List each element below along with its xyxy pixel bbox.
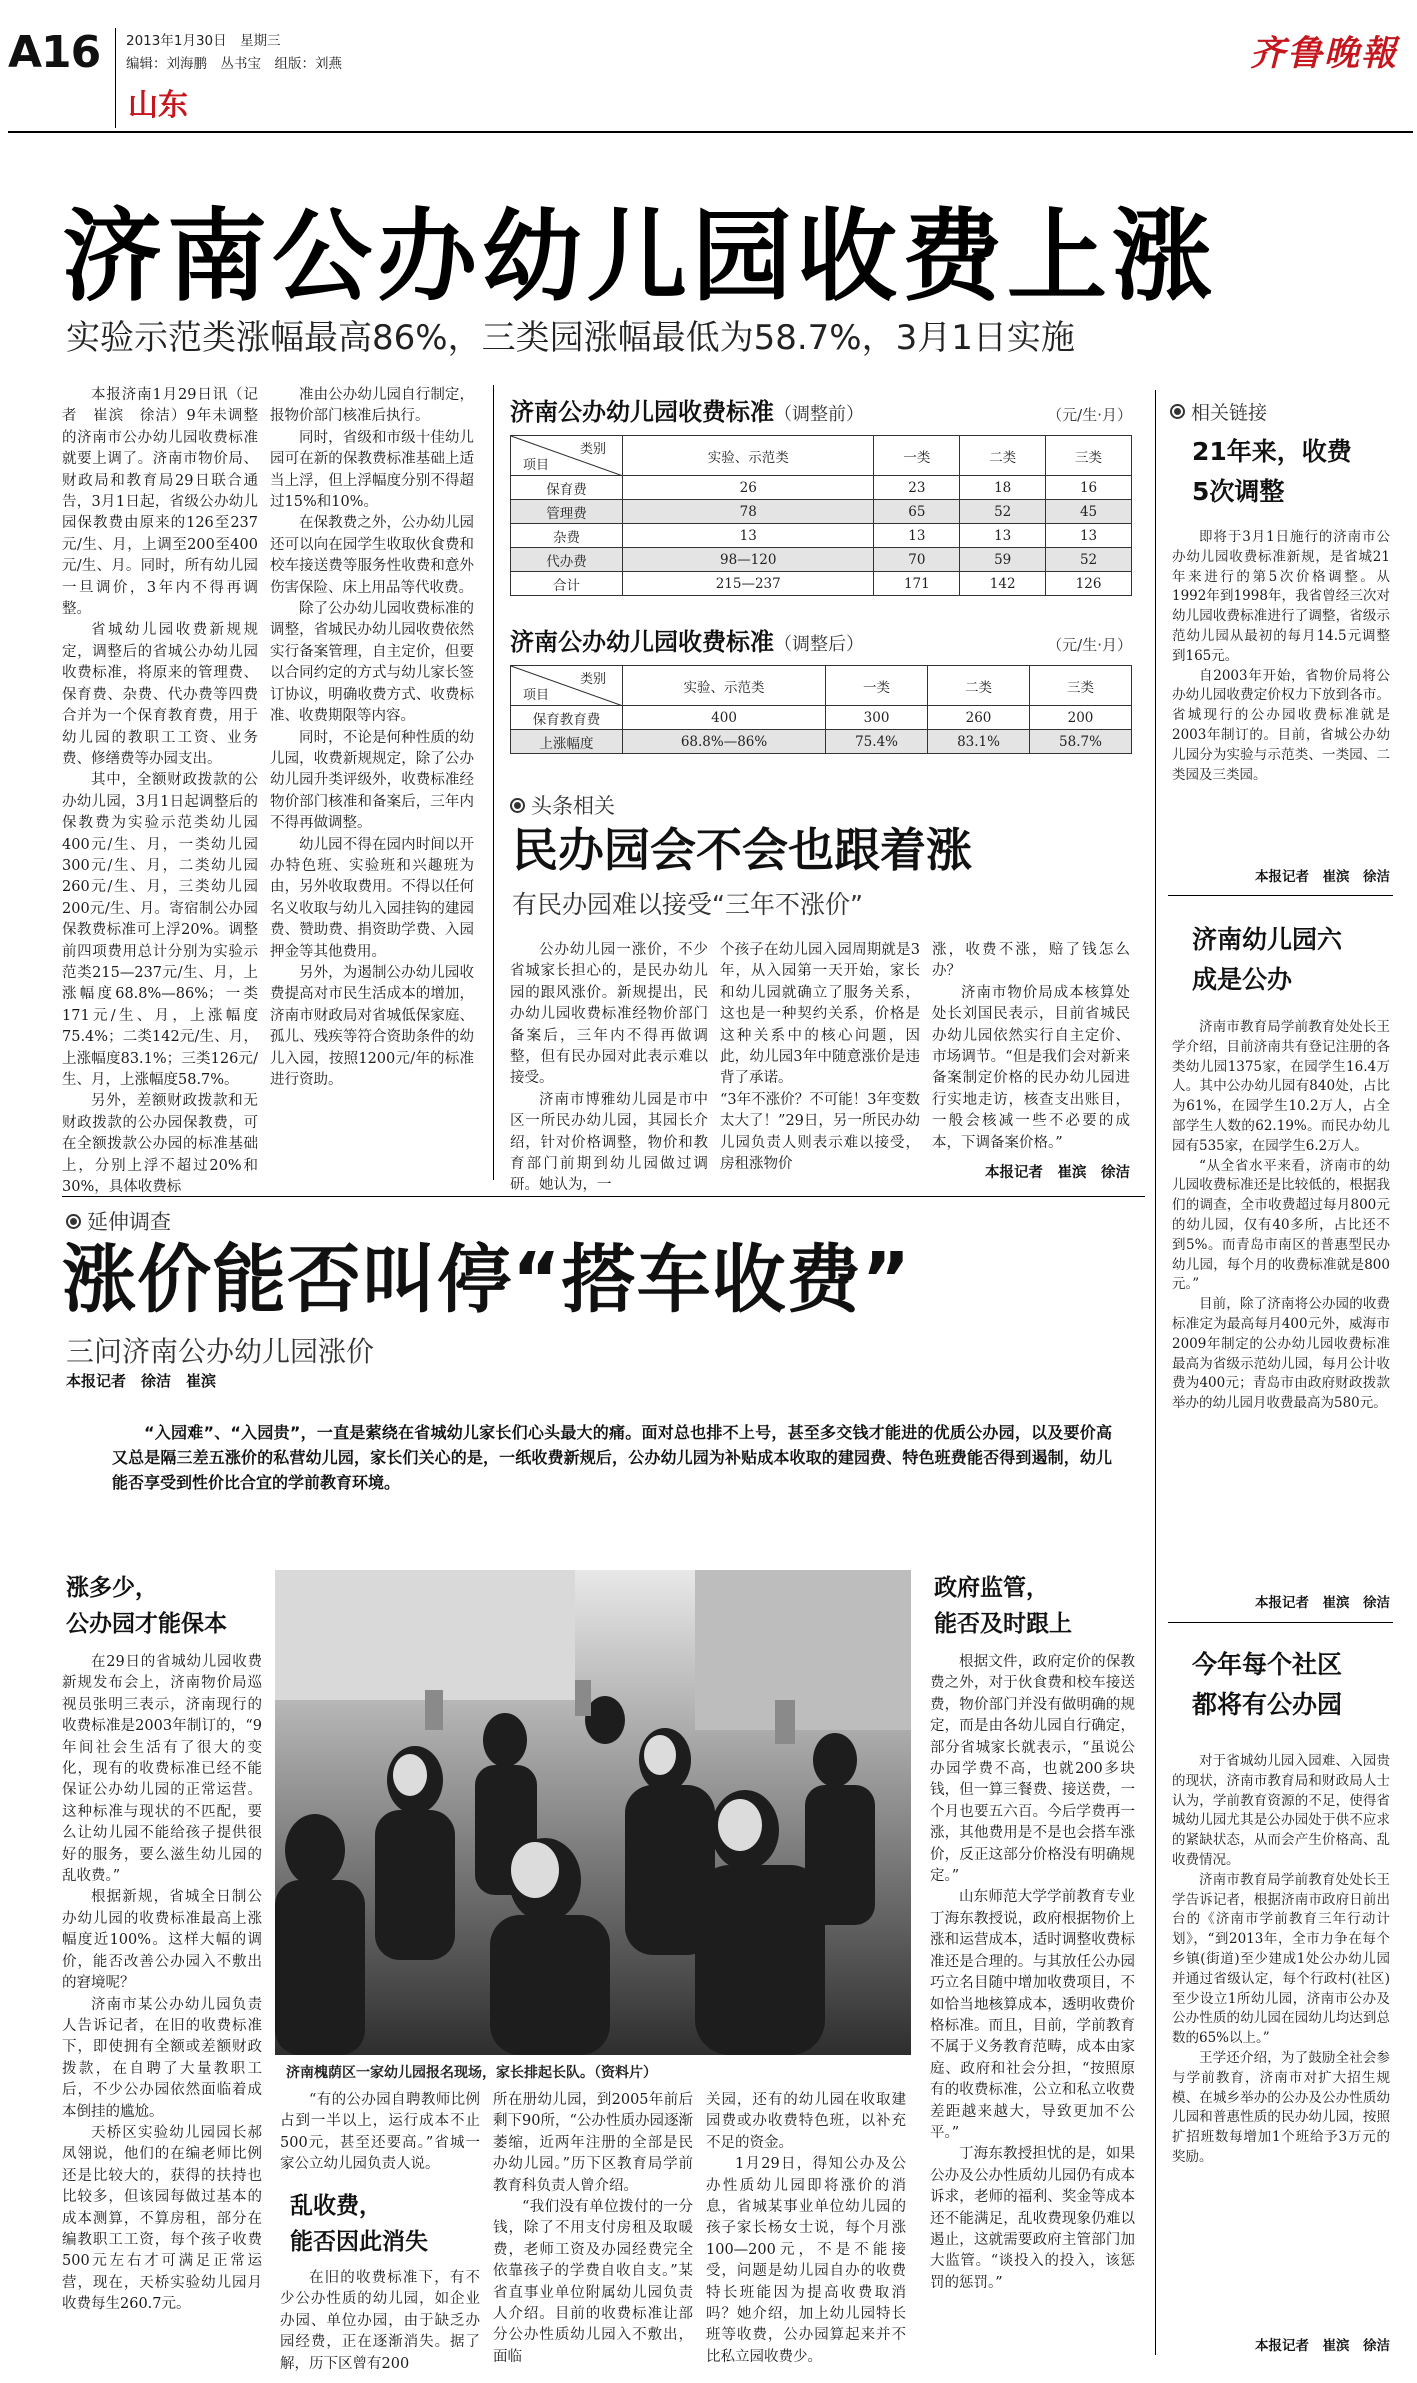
- corner-top: 类别: [579, 672, 606, 687]
- table-row: [511, 548, 1132, 572]
- table-row: [511, 730, 1132, 754]
- sidebar-para: 自2003年开始，省物价局将公办幼儿园收费定价权力下放到各市。省城现行的公办园收费标准就是2003年制订的。目前，省城公办幼儿园分为实验与示范类、一类园、二类园及三类园。: [1172, 667, 1390, 783]
- cell: 13: [623, 524, 874, 548]
- q1-title-line: 公办园才能保本: [66, 1611, 227, 1637]
- q1-para: 在29日的省城幼儿园收费新规发布会上，济南物价局巡视员张明三表示，济南现行的收费标准是2003年制订的，“9年间社会生活有了很大的变化，现有的收费标准已经不能保证公办幼儿园的正常运营。这种标准与现状的不匹配，要么让幼儿园不能给孩子提供很好的服务，要么滋生幼儿园的乱收费。”: [62, 1654, 262, 1885]
- lead-para: 同时，不论是何种性质的幼儿园，收费新规规定，除了公办幼儿园升类评级外，收费标准经物价部门核准和备案后，三年内不得再做调整。: [270, 729, 474, 832]
- q1-para: 天桥区实验幼儿园园长郝凤翎说，他们的在编老师比例还是比较大的，获得的扶持也比较多，但该园每做过基本的成本测算，不算房租，部分在编教职工工资，每个孩子收费500元左右才可满足正常运营，现在，天桥实验幼儿园月收费每生260.7元。: [62, 2124, 262, 2313]
- cell: 126: [1046, 572, 1132, 596]
- extended-lead: “入园难”、“入园贵”，一直是萦绕在省城幼儿家长们心头最大的痛。面对总也排不上号，甚至多交钱才能进的优质公办园，以及要价高又总是隔三差五涨价的私营幼儿园，家长们关心的是，一纸收费新规后，公办幼儿园为补贴成本收取的建园费、特色班费能否得到遏制，幼儿能否享受到性价比合宜的学前教育环境。: [112, 1423, 1112, 1492]
- table-note: （调整前）: [774, 404, 864, 425]
- lead-para: 省城幼儿园收费新规规定，调整后的省城公办幼儿园收费标准，将原来的管理费、保育费、杂费、代办费等四费合并为一个保育教育费，用于幼儿园的教职工工资、业务费、修缮费等办园支出。: [62, 622, 258, 767]
- photo-para: “有的公办园自聘教师比例占到一半以上，运行成本不止500元，甚至还要高。”省城一家公立幼儿园负责人说。: [280, 2092, 480, 2173]
- photo-col-3: [706, 2090, 906, 2365]
- sidebar-rule: [1168, 1622, 1393, 1623]
- cell: 13: [1046, 524, 1132, 548]
- newspaper-logo: 齐鲁晚報: [1250, 33, 1399, 74]
- corner-bottom: 项目: [523, 458, 550, 473]
- cell: 45: [1046, 500, 1132, 524]
- lead-para: 其中，全额财政拨款的公办幼儿园，3月1日起调整后的保教费为实验示范类幼儿园400元/生、月，一类幼儿园300元/生、月，二类幼儿园260元/生、月，三类幼儿园200元/生、月。寄宿制公办园保教费标准可上浮20%。调整前四项费用总计分别为实验示范类215—237元/生、月，上涨幅度68.8%—86%；一类171元/生、月，上涨幅度75.4%；二类142元/生、月，上涨幅度83.1%；三类126元/生、月，上涨幅度58.7%。: [62, 772, 258, 1088]
- table-row: [511, 500, 1132, 524]
- crowd-photo-icon: [275, 1570, 911, 2055]
- sidebar-s1-body: [1172, 528, 1390, 863]
- tag-label: 头条相关: [531, 794, 615, 818]
- row-label: 保育费: [511, 476, 623, 500]
- photo-para: 关园，还有的幼儿园在收取建园费或办收费特色班，以补充不足的资金。: [706, 2092, 906, 2151]
- table-title: 济南公办幼儿园收费标准: [510, 398, 774, 426]
- issue-date: 2013年1月30日 星期三: [126, 33, 281, 49]
- table-row: [511, 572, 1132, 596]
- minban-para: 济南市博雅幼儿园是市中区一所民办幼儿园，其园长介绍，针对价格调整，物价和教育部门前期到幼儿园做过调研。她认为，一: [510, 1091, 708, 1194]
- photo-para: 所在册幼儿园，到2005年前后剩下90所，“公办性质办园逐渐萎缩，近两年注册的全部是民办幼儿园。”历下区教育局学前教育科负责人曾介绍。: [493, 2092, 693, 2194]
- sidebar-para: 即将于3月1日施行的济南市公办幼儿园收费标准新规，是省城21年来进行的第5次价格调整。从1992年到1998年，我省曾经三次对幼儿园收费标准进行了调整，省级示范幼儿园从最初的每月14.5元调整到165元。: [1172, 529, 1390, 664]
- sidebar-s1-byline: 本报记者 崔滨 徐洁: [1255, 869, 1390, 885]
- extended-byline: 本报记者 徐洁 崔滨: [66, 1372, 217, 1390]
- sidebar-para: 王学还介绍，为了鼓励全社会参与学前教育，济南市对扩大招生规模、在城乡举办的公办及公办性质幼儿园和普惠性质的民办幼儿园，按照扩招班数每增加1个班给予3万元的奖励。: [1172, 2049, 1390, 2165]
- q2-title: [290, 2188, 428, 2260]
- q3-para: 根据文件，政府定价的保教费之外，对于伙食费和校车接送费，物价部门并没有做明确的规定，而是由各幼儿园自行确定，部分省城家长就表示，“虽说公办园学费不高，也就200多块钱，但一算三餐费、接送费，一个月也要五六百。今后学费再一涨，其他费用是不是也会搭车涨价，反正这部分价格没有明确规定。”: [930, 1654, 1135, 1885]
- sidebar-para: 对于省城幼儿园入园难、入园贵的现状，济南市教育局和财政局人士认为，学前教育资源的不足，使得省城幼儿园尤其是公办园处于供不应求的紧缺状态，从而会产生价格高、乱收费情况。: [1172, 1753, 1390, 1868]
- sidebar-para: 济南市教育局学前教育处处长王学告诉记者，根据济南市政府日前出台的《济南市学前教育三年行动计划》，“到2013年，全市力争在每个乡镇(街道)至少建成1处公办幼儿园并通过省级认定，每个行政村(社区)至少设立1所幼儿园，济南市公办及公办性质的幼儿园在园幼儿均达到总数的65%以上。”: [1172, 1871, 1390, 2047]
- tag-label: 相关链接: [1191, 402, 1268, 424]
- row-label: 合计: [511, 572, 623, 596]
- minban-subtitle: 有民办园难以接受“三年不涨价”: [512, 890, 863, 919]
- cell: 78: [623, 500, 874, 524]
- cell: 65: [874, 500, 960, 524]
- q3-title: [934, 1570, 1072, 1642]
- sidebar-para: 济南市教育局学前教育处处长王学介绍，目前济南共有登记注册的各类幼儿园1375家，在园学生16.4万人。其中公办幼儿园有840处，占比为61%，在园学生10.2万人，占全部学生人数的62.19%。而民办幼儿园有535家，在园学生6.2万人。: [1172, 1019, 1390, 1154]
- cell: 171: [874, 572, 960, 596]
- row-label: 管理费: [511, 500, 623, 524]
- cell: 52: [1046, 548, 1132, 572]
- minban-para: 涨，收费不涨，赔了钱怎么办？: [932, 942, 1130, 980]
- q2-title-line: 乱收费，: [290, 2193, 382, 2219]
- minban-para: 公办幼儿园一涨价，不少省城家长担心的，是民办幼儿园的跟风涨价。新规提出，民办幼儿园收费标准经物价部门备案后，三年内不得再做调整，但有民办园对此表示难以接受。: [510, 942, 708, 1087]
- sidebar-s3-body: [1172, 1752, 1390, 2334]
- col-header: 二类: [960, 436, 1046, 476]
- table-row: [511, 524, 1132, 548]
- q1-title: [66, 1570, 227, 1642]
- lead-para: 另外，差额财政拨款和无财政拨款的公办园保教费，可在全额拨款公办园的标准基础上，分别上浮不超过20%和30%，具体收费标: [62, 1093, 258, 1196]
- corner-bottom: 项目: [523, 688, 550, 703]
- header-divider: [115, 28, 116, 128]
- col-header: 三类: [1046, 436, 1132, 476]
- table-title: 济南公办幼儿园收费标准: [510, 628, 774, 656]
- bullet-icon: [510, 798, 525, 813]
- links-tag: [1170, 398, 1267, 425]
- cell: 300: [826, 706, 928, 730]
- cell: 59: [960, 548, 1046, 572]
- cell: 68.8%—86%: [623, 730, 826, 754]
- cell: 400: [623, 706, 826, 730]
- q3-title-line: 政府监管，: [934, 1575, 1049, 1601]
- column-divider: [493, 385, 494, 1180]
- q1-para: 根据新规，省城全日制公办幼儿园的收费标准最高上涨幅度近100%。这样大幅的调价，能否改善公办园入不敷出的窘境呢？: [62, 1889, 262, 1992]
- lead-para: 在保教费之外，公办幼儿园还可以向在园学生收取伙食费和校车接送费等服务性收费和意外伤害保险、床上用品等代收费。: [270, 515, 474, 596]
- minban-col-3: [932, 940, 1130, 1165]
- col-header: 三类: [1030, 666, 1132, 706]
- photo-caption: 济南槐荫区一家幼儿园报名现场，家长排起长队。（资料片）: [286, 2065, 657, 2081]
- sidebar-s3-byline: 本报记者 崔滨 徐洁: [1255, 2338, 1390, 2354]
- table-unit: （元/生·月）: [1047, 636, 1132, 654]
- minban-para: 个孩子在幼儿园入园周期就是3年，从入园第一天开始，家长和幼儿园就确立了服务关系，这也是一种契约关系，价格是这种关系中的核心问题，因此，幼儿园3年中随意涨价是违背了承诺。: [720, 942, 920, 1087]
- q2-title-line: 能否因此消失: [290, 2229, 428, 2255]
- q3-para: 山东师范大学学前教育专业丁海东教授说，政府根据物价上涨和运营成本，适时调整收费标准还是合理的。与其放任公办园巧立名目随中增加收费项目，不如恰当地核算成本，透明收费价格标准。而且，目前，学前教育不属于义务教育范畴，成本由家庭、政府和社会分担，“按照原有的收费标准，公立和私立收费差距越来越大，导致更加不公平。”: [930, 1889, 1135, 2141]
- lead-col-1: [62, 385, 258, 1196]
- cell: 13: [960, 524, 1046, 548]
- photo-para: “我们没有单位拨付的一分钱，除了不用支付房租及取暖费，老师工资及办园经费完全依靠孩子的学费自收自支。”某省直事业单位附属幼儿园负责人介绍。目前的收费标准让部分公办性质幼儿园入不敷出，面临: [493, 2199, 693, 2365]
- sidebar-s2-body: [1172, 1018, 1390, 1573]
- cell: 13: [874, 524, 960, 548]
- lead-para: 同时，省级和市级十佳幼儿园可在新的保教费标准基础上适当上浮，但上浮幅度分别不得超过15%和10%。: [270, 429, 474, 511]
- sidebar-s2-byline: 本报记者 崔滨 徐洁: [1255, 1595, 1390, 1611]
- extended-tag: [66, 1206, 171, 1236]
- cell: 83.1%: [928, 730, 1030, 754]
- cell: 142: [960, 572, 1046, 596]
- tag-label: 延伸调查: [87, 1210, 171, 1234]
- q1-body: [62, 1652, 262, 2357]
- extended-title: 涨价能否叫停“搭车收费”: [62, 1237, 912, 1323]
- sidebar-divider: [1155, 390, 1156, 2355]
- extended-subtitle: 三问济南公办幼儿园涨价: [66, 1335, 375, 1368]
- table-row: [511, 706, 1132, 730]
- q2-para: 在旧的收费标准下，有不少公办性质的幼儿园，如企业办园、单位办园，由于缺乏办园经费，正在逐渐消失。据了解，历下区曾有200: [280, 2270, 480, 2372]
- q3-body: [930, 1652, 1135, 2357]
- photo-col-1: [280, 2090, 480, 2180]
- cell: 260: [928, 706, 1030, 730]
- cell: 52: [960, 500, 1046, 524]
- header-rule: [8, 131, 1413, 133]
- cell: 26: [623, 476, 874, 500]
- photo-para: 1月29日，得知公办及公办性质幼儿园即将涨价的消息，省城某事业单位幼儿园的孩子家长杨女士说，每个月涨100—200元，不是不能接受，问题是幼儿园自办的收费特长班能因为提高收费取消吗？她介绍，加上幼儿园特长班等收费，公办园算起来并不比私立园收费少。: [706, 2156, 906, 2365]
- lead-para: 除了公办幼儿园收费标准的调整，省城民办幼儿园收费依然实行备案管理，自主定价，但要以合同约定的方式与幼儿家长签订协议，明确收费方式、收费标准、收费期限等内容。: [270, 601, 474, 725]
- q1-para: 济南市某公办幼儿园负责人告诉记者，在旧的收费标准下，即使拥有全额或差额财政拨款，在自聘了大量教职工后，不少公办园依然面临着成本倒挂的尴尬。: [62, 1996, 262, 2120]
- minban-para: 济南市物价局成本核算处处长刘国民表示，目前省城民办幼儿园依然实行自主定价、市场调节。“但是我们会对新来备案制定价格的民办幼儿园进行实地走访，核查支出账目，一般会核减一些不必要的成本，下调备案价格。”: [932, 984, 1130, 1151]
- minban-tag: [510, 790, 615, 820]
- fee-table-after-grid: [510, 665, 1132, 754]
- cell: 70: [874, 548, 960, 572]
- fee-table-before: [510, 392, 1132, 596]
- page-number: A16: [8, 27, 101, 78]
- sidebar-para: “从全省水平来看，济南市的幼儿园收费标准还是比较低的，根据我们的调查，全市收费超过每月800元的幼儿园，仅有40多所，占比还不到5%。而青岛市南区的普惠型民办幼儿园，每个月的收费标准就是800元。”: [1172, 1157, 1390, 1293]
- minban-col-2: [720, 940, 920, 1185]
- sidebar-s3-title: 今年每个社区都将有公办园: [1192, 1650, 1343, 1719]
- col-header: 一类: [874, 436, 960, 476]
- headline: 济南公办幼儿园收费上涨: [62, 198, 1217, 315]
- col-header: 一类: [826, 666, 928, 706]
- cell: 200: [1030, 706, 1132, 730]
- headline-subtitle: 实验示范类涨幅最高86%，三类园涨幅最低为58.7%，3月1日实施: [66, 318, 1075, 358]
- fee-table-after: [510, 622, 1132, 754]
- row-label: 代办费: [511, 548, 623, 572]
- lead-para: 幼儿园不得在园内时间以开办特色班、实验班和兴趣班为由，另外收取费用。不得以任何名义收取与幼儿入园挂钩的建园费、赞助费、捐资助学费、入园押金等其他费用。: [270, 836, 474, 960]
- cell: 58.7%: [1030, 730, 1132, 754]
- corner-top: 类别: [579, 442, 606, 457]
- q1-title-line: 涨多少，: [66, 1575, 158, 1601]
- col-header: 实验、示范类: [623, 436, 874, 476]
- cell: 23: [874, 476, 960, 500]
- row-label: 保育教育费: [511, 706, 623, 730]
- row-label: 杂费: [511, 524, 623, 548]
- cell: 98—120: [623, 548, 874, 572]
- sidebar-para: 目前，除了济南将公办园的收费标准定为最高每月400元外，威海市2009年制定的公办幼儿园收费标准最高为省级示范幼儿园，每月公计收费为400元；青岛市由政府财政拨款举办的幼儿园月收费最高为580元。: [1172, 1296, 1390, 1412]
- col-header: 实验、示范类: [623, 666, 826, 706]
- q3-para: 丁海东教授担忧的是，如果公办及公办性质幼儿园仍有成本诉求，老师的福利、奖金等成本还不能满足，乱收费现象仍难以遏止，这就需要政府主管部门加大监管。“谈投入的投入，该惩罚的惩罚。”: [930, 2146, 1135, 2291]
- table-row: [511, 476, 1132, 500]
- section-rule: [62, 1196, 1145, 1197]
- lead-col-2: [270, 385, 474, 1180]
- col-header: 二类: [928, 666, 1030, 706]
- cell: 75.4%: [826, 730, 928, 754]
- lead-para: 准由公办幼儿园自行制定，报物价部门核准后执行。: [270, 387, 474, 425]
- minban-col-1: [510, 940, 708, 1194]
- table-note: （调整后）: [774, 634, 864, 655]
- editors-line: 编辑：刘海鹏 丛书宝 组版：刘燕: [126, 56, 342, 72]
- cell: 18: [960, 476, 1046, 500]
- table-unit: （元/生·月）: [1047, 406, 1132, 424]
- lead-para: 另外，为遏制公办幼儿园收费提高对市民生活成本的增加，济南市财政局对省城低保家庭、孤儿、残疾等符合资助条件的幼儿入园，按照1200元/年的标准进行资助。: [270, 964, 474, 1088]
- minban-byline: 本报记者 崔滨 徐洁: [985, 1165, 1130, 1181]
- minban-title: 民办园会不会也跟着涨: [512, 823, 972, 877]
- sidebar-rule: [1168, 895, 1393, 896]
- bullet-icon: [66, 1214, 81, 1229]
- queue-photo: [275, 1570, 911, 2055]
- cell: 16: [1046, 476, 1132, 500]
- bullet-icon: [1170, 404, 1185, 419]
- sidebar-s2-title: 济南幼儿园六成是公办: [1192, 925, 1343, 994]
- q3-title-line: 能否及时跟上: [934, 1611, 1072, 1637]
- q2-body: [280, 2268, 480, 2372]
- minban-para: “3年不涨价？不可能！3年变数太大了！”29日，另一所民办幼儿园负责人则表示难以接受，房租涨物价: [720, 1091, 920, 1173]
- section-name: 山东: [128, 88, 188, 123]
- cell: 215—237: [623, 572, 874, 596]
- sidebar-s1-title: 21年来，收费5次调整: [1192, 437, 1352, 506]
- photo-col-2: [493, 2090, 693, 2365]
- fee-table-before-grid: [510, 435, 1132, 596]
- row-label: 上涨幅度: [511, 730, 623, 754]
- lead-para: 本报济南1月29日讯（记者 崔滨 徐洁）9年未调整的济南市公办幼儿园收费标准就要上调了。济南市物价局、财政局和教育局29日联合通告，3月1日起，省级公办幼儿园保教费由原来的126至237元/生、月，上调至200至400元/生、月。同时，所有幼儿园一旦调价，3年内不得再调整。: [62, 387, 258, 618]
